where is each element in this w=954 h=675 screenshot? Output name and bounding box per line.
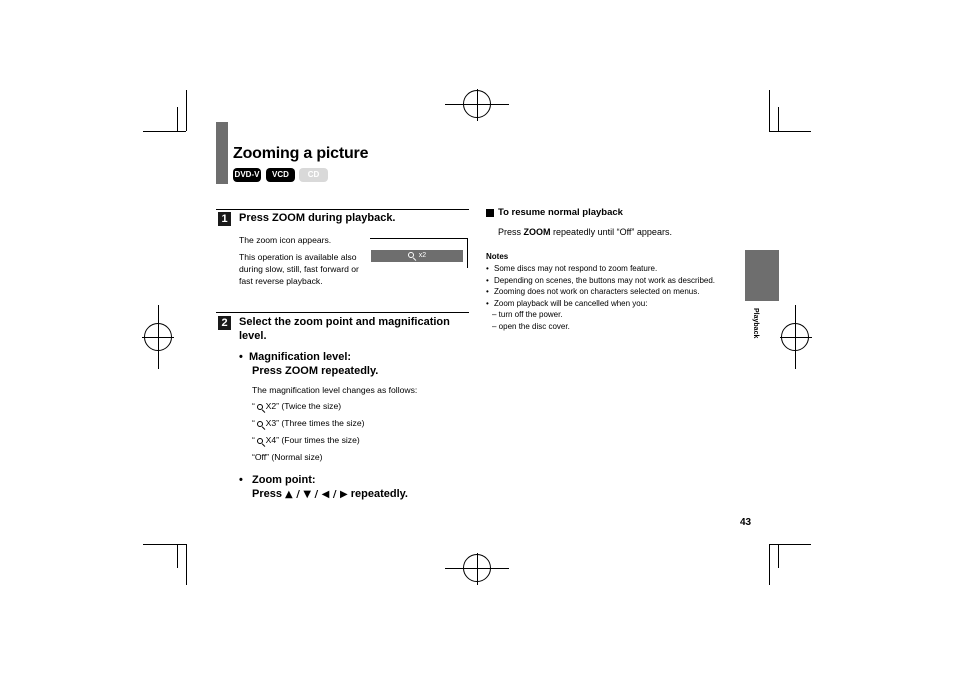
note-item: • Depending on scenes, the buttons may not work as described.: [486, 275, 738, 287]
magnification-level-off: “Off” (Normal size): [252, 452, 323, 462]
note-sub-item: – turn off the power.: [492, 310, 563, 319]
magnifier-icon: [257, 404, 263, 410]
zoom-display: [371, 250, 463, 262]
step2-number: 2: [218, 316, 231, 330]
crop-mark: [143, 544, 186, 545]
zoom-point-bullet: •: [239, 474, 243, 486]
note-item: • Zooming does not work on characters selected on menus.: [486, 286, 738, 298]
page-number: 43: [740, 517, 752, 528]
crop-mark: [778, 107, 779, 131]
crop-mark: [769, 544, 770, 585]
crop-mark: [769, 544, 811, 545]
note-item: • Some discs may not respond to zoom feature.: [486, 263, 738, 275]
badge-dvd-v: DVD-V: [233, 168, 261, 182]
magnifier-icon: [408, 252, 414, 258]
resume-heading: To resume normal playback: [498, 207, 623, 218]
zoom-display-value: x2: [418, 252, 427, 259]
crop-mark: [177, 107, 178, 131]
magnification-level: “ X4” (Four times the size): [252, 435, 360, 445]
note-sub-item: – open the disc cover.: [492, 321, 570, 331]
section-square-icon: [486, 209, 494, 217]
badge-cd: CD: [299, 168, 328, 182]
step1-rule: [216, 209, 469, 210]
magnification-action: Press ZOOM repeatedly.: [252, 365, 379, 377]
section-tab: [745, 250, 779, 301]
zoom-callout-line: [467, 238, 468, 268]
crop-mark: [186, 544, 187, 585]
magnifier-icon: [257, 438, 263, 444]
zoom-callout-line: [370, 238, 468, 239]
zoom-point-title: Zoom point:: [252, 474, 316, 486]
crop-mark: [177, 544, 178, 568]
step2-rule: [216, 312, 469, 313]
magnification-bullet: •: [239, 351, 243, 363]
magnification-intro: The magnification level changes as follows:: [252, 385, 418, 395]
magnification-level: “ X2” (Twice the size): [252, 401, 342, 411]
notes-title: Notes: [486, 252, 509, 261]
magnifier-icon: [257, 421, 263, 427]
arrow-keys-icon: ▲ / ▼ / ◀ / ▶: [285, 489, 348, 500]
title-accent-bar: [216, 122, 228, 184]
notes-list: [486, 263, 738, 332]
crop-mark: [143, 131, 186, 132]
step2-heading: Select the zoom point and magnification level.: [239, 316, 450, 342]
step1-heading: Press ZOOM during playback.: [239, 212, 396, 224]
step1-text-icon: The zoom icon appears.: [239, 235, 332, 245]
crop-mark: [778, 544, 779, 568]
step1-number: 1: [218, 212, 231, 226]
magnification-level: “ X3” (Three times the size): [252, 418, 365, 428]
note-item: • Zoom playback will be cancelled when you:: [486, 298, 738, 310]
badge-vcd: VCD: [266, 168, 295, 182]
step1-text-availability: This operation is available also during slow, still, fast forward or fast reverse playback.: [239, 252, 359, 286]
resume-text: Press ZOOM repeatedly until “Off” appears.: [498, 227, 672, 237]
crop-mark: [769, 131, 811, 132]
zoom-point-action: Press ▲ / ▼ / ◀ / ▶ repeatedly.: [252, 488, 408, 500]
section-tab-label: Playback: [752, 308, 759, 339]
crop-mark: [186, 90, 187, 131]
page-title: Zooming a picture: [233, 145, 369, 162]
magnification-title: Magnification level:: [249, 351, 352, 363]
crop-mark: [769, 90, 770, 131]
